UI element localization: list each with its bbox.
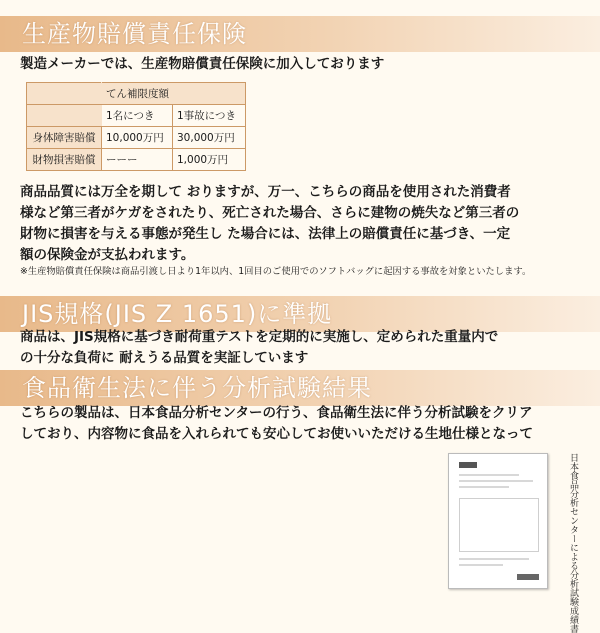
section-header-food xyxy=(0,370,600,406)
report-line xyxy=(459,480,533,482)
table-row xyxy=(27,149,246,171)
table-corner xyxy=(27,83,102,105)
insurance-table xyxy=(26,82,246,171)
row-header: 身体障害賠償 xyxy=(27,127,102,149)
report-line xyxy=(459,558,529,560)
table-cell: ーーー xyxy=(102,149,173,171)
intro-text: 製造メーカーでは、生産物賠償責任保険に加入しております xyxy=(20,56,385,72)
report-table xyxy=(459,498,539,552)
section-title: 食品衛生法に伴う分析試験結果 xyxy=(22,374,372,402)
table-cell: 10,000万円 xyxy=(102,127,173,149)
body-line: しており、内容物に食品を入れられても安心してお使いいただける生地仕様となって xyxy=(20,426,533,442)
footnote: ※生産物賠償責任保険は商品引渡し日より1年以内、1回目のご使用でのソフトバッグに起因する事故を対象といたします。 xyxy=(20,266,532,277)
column-header: 1事故につき xyxy=(173,105,246,127)
report-line xyxy=(459,474,519,476)
table-cell: 30,000万円 xyxy=(173,127,246,149)
table-cell: 1,000万円 xyxy=(173,149,246,171)
body-line: 商品品質には万全を期して おりますが、万一、こちらの商品を使用された消費者 xyxy=(20,184,511,200)
report-caption: 日本食品分析センターによる分析試験成績書 xyxy=(568,453,578,633)
column-header: 1名につき xyxy=(102,105,173,127)
report-line xyxy=(459,564,503,566)
row-header: 財物損害賠償 xyxy=(27,149,102,171)
body-line: 額の保険金が支払われます。 xyxy=(20,247,195,263)
group-header: てん補限度額 xyxy=(102,83,246,105)
body-line: の十分な負荷に 耐えうる品質を実証しています xyxy=(20,350,309,366)
body-line: 様など第三者がケガをされたり、死亡された場合、さらに建物の焼失など第三者の xyxy=(20,205,520,221)
body-line: 財物に損害を与える事態が発生し た場合には、法律上の賠償責任に基づき、一定 xyxy=(20,226,511,242)
body-line: 商品は、JIS規格に基づき耐荷重テストを定期的に実施し、定められた重量内で xyxy=(20,329,499,345)
analysis-report-image xyxy=(448,453,548,589)
table-corner xyxy=(27,105,102,127)
table-row xyxy=(27,127,246,149)
section-header-liability xyxy=(0,16,600,52)
section-title: JIS規格(JIS Z 1651)に準拠 xyxy=(22,300,333,328)
body-line: こちらの製品は、日本食品分析センターの行う、食品衛生法に伴う分析試験をクリア xyxy=(20,405,533,421)
table-row xyxy=(27,83,246,105)
report-line xyxy=(459,486,509,488)
report-stamp xyxy=(517,574,539,580)
table-row xyxy=(27,105,246,127)
report-logo xyxy=(459,462,477,468)
section-title: 生産物賠償責任保険 xyxy=(22,20,247,48)
